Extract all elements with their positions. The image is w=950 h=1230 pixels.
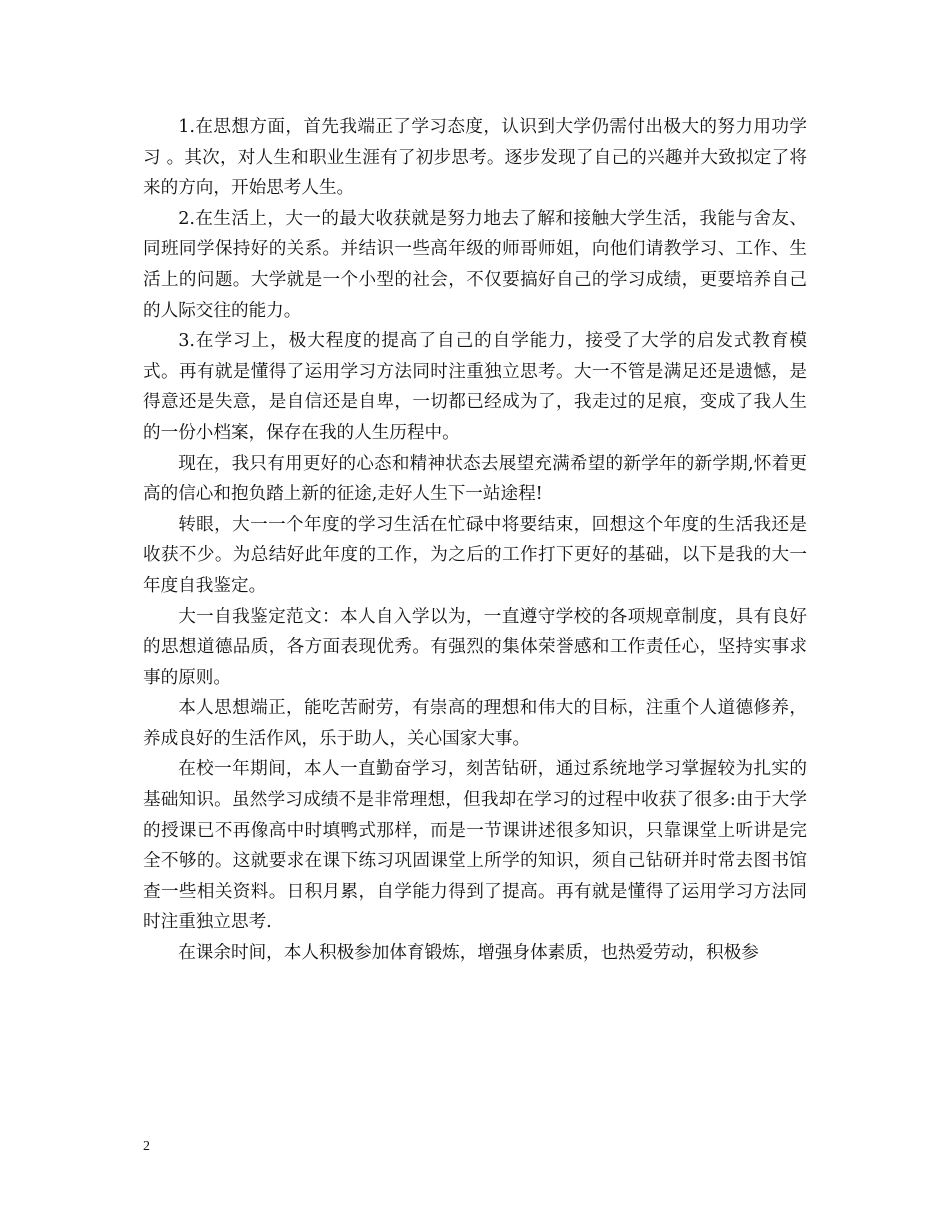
paragraph-study: 3.在学习上，极大程度的提高了自己的自学能力，接受了大学的启发式教育模式。再有就是懂得了运用学习方法同时注重独立思考。大一不管是满足还是遗憾，是得意还是失意，是自信还是自卑，一切都已经成为了，我走过的足痕，变成了我人生的一份小档案，保存在我的人生历程中。 bbox=[143, 331, 807, 443]
paragraph-outlook: 现在，我只有用更好的心态和精神状态去展望充满希望的新学年的新学期,怀着更高的信心和抱负踏上新的征途,走好人生下一站途程! bbox=[143, 453, 807, 505]
paragraph-thought: 1.在思想方面，首先我端正了学习态度，认识到大学仍需付出极大的努力用功学习 。其次，对人生和职业生涯有了初步思考。逐步发现了自己的兴趣并大致拟定了将来的方向，开始思考人生。 bbox=[143, 117, 807, 199]
paragraph-sample-intro: 大一自我鉴定范文：本人自入学以为，一直遵守学校的各项规章制度，具有良好的思想道德品质，各方面表现优秀。有强烈的集体荣誉感和工作责任心，坚持实事求事的原则。 bbox=[143, 606, 807, 688]
paragraph-character: 本人思想端正，能吃苦耐劳，有崇高的理想和伟大的目标，注重个人道德修养，养成良好的生活作风，乐于助人，关心国家大事。 bbox=[143, 698, 807, 749]
paragraph-year-summary: 转眼，大一一个年度的学习生活在忙碌中将要结束，回想这个年度的生活我还是收获不少。为总结好此年度的工作，为之后的工作打下更好的基础，以下是我的大一年度自我鉴定。 bbox=[143, 514, 807, 596]
document-body bbox=[143, 112, 807, 969]
page-number: 2 bbox=[143, 1139, 150, 1154]
paragraph-life: 2.在生活上，大一的最大收获就是努力地去了解和接触大学生活，我能与舍友、同班同学保持好的关系。并结识一些高年级的师哥师姐，向他们请教学习、工作、生活上的问题。大学就是一个小型的社会，不仅要搞好自己的学习成绩，更要培养自己的人际交往的能力。 bbox=[143, 208, 807, 321]
paragraph-spare-time: 在课余时间，本人积极参加体育锻炼，增强身体素质，也热爱劳动，积极参 bbox=[178, 943, 759, 964]
paragraph-school-year: 在校一年期间，本人一直勤奋学习，刻苦钻研，通过系统地学习掌握较为扎实的基础知识。虽然学习成绩不是非常理想，但我却在学习的过程中收获了很多:由于大学的授课已不再像高中时填鸭式那样，而是一节课讲述很多知识，只靠课堂上听讲是完全不够的。这就要求在课下练习巩固课堂上所学的知识，须自己钻研并时常去图书馆查一些相关资料。日积月累，自学能力得到了提高。再有就是懂得了运用学习方法同时注重独立思考. bbox=[143, 759, 807, 933]
